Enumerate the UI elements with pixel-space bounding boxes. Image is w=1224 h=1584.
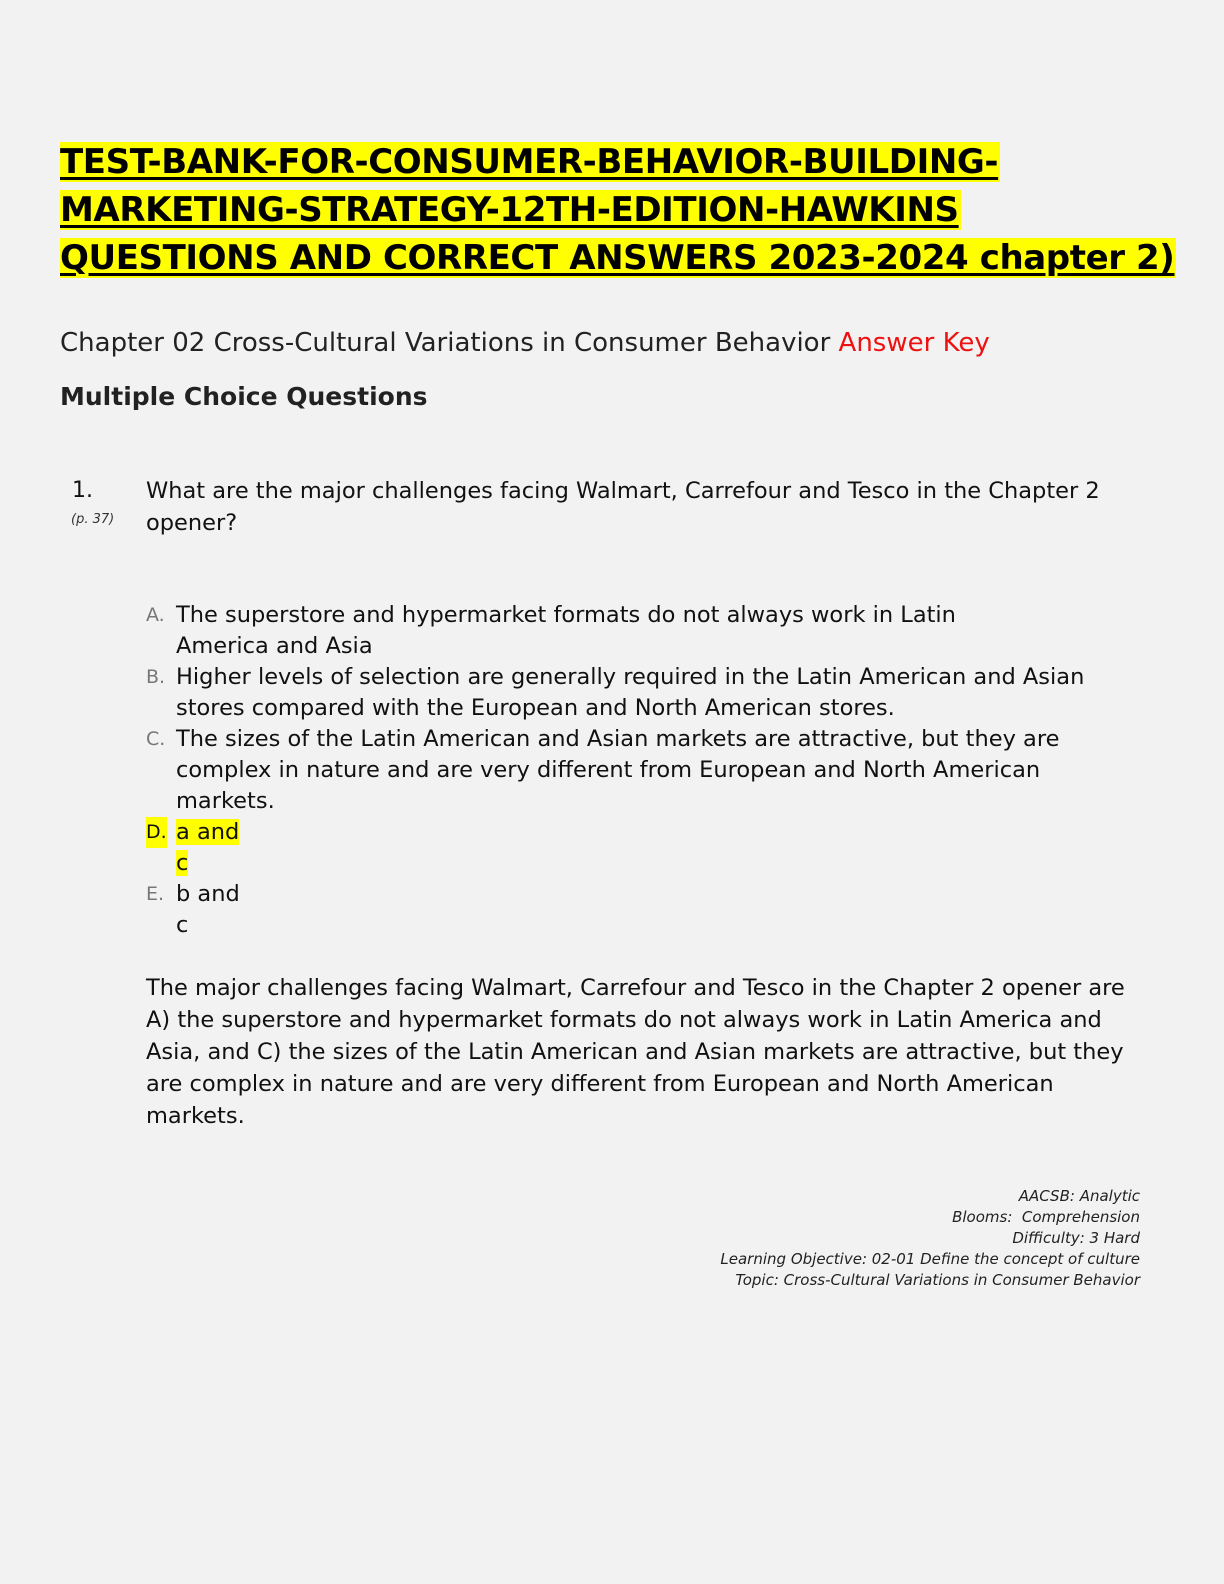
option-letter: A. <box>146 604 165 626</box>
option-e <box>146 879 1146 941</box>
question-text: What are the major challenges facing Walmart, Carrefour and Tesco in the Chapter 2 opener? <box>146 478 1100 536</box>
meta-learning-objective: Learning Objective: 02-01 Define the concept of culture <box>720 1250 1140 1268</box>
question-number: 1. <box>72 478 93 503</box>
option-letter: D. <box>146 817 167 848</box>
answer-options <box>146 600 1146 941</box>
document-title <box>60 138 1180 282</box>
answer-explanation: The major challenges facing Walmart, Carrefour and Tesco in the Chapter 2 opener are A) the superstore and hypermarket formats do not always work in Latin America and Asia, and C) the sizes of the Latin American and Asian markets are attractive, but they are complex in nature and are very different from European and North American markets. <box>146 975 1125 1129</box>
meta-difficulty: Difficulty: 3 Hard <box>1012 1229 1140 1247</box>
option-d-line-2: c <box>176 850 189 876</box>
chapter-title: Chapter 02 Cross-Cultural Variations in Consumer Behavior <box>60 328 831 358</box>
option-a-line-1: The superstore and hypermarket formats do not always work in Latin <box>176 602 956 628</box>
meta-topic: Topic: Cross-Cultural Variations in Consumer Behavior <box>735 1271 1140 1289</box>
option-c <box>146 724 1146 817</box>
option-c-line-3: markets. <box>176 788 275 814</box>
question-metadata <box>720 1186 1140 1291</box>
option-a-line-2: America and Asia <box>176 633 373 659</box>
option-c-line-2: complex in nature and are very different from European and North American <box>176 757 1041 783</box>
title-line-1: TEST-BANK-FOR-CONSUMER-BEHAVIOR-BUILDING- <box>60 142 999 182</box>
meta-blooms: Blooms: Comprehension <box>952 1208 1140 1226</box>
section-heading: Multiple Choice Questions <box>60 382 428 411</box>
meta-aacsb: AACSB: Analytic <box>1018 1187 1140 1205</box>
option-e-line-2: c <box>176 912 189 938</box>
question-page-ref: (p. 37) <box>71 512 115 527</box>
option-letter: B. <box>146 666 166 688</box>
option-d-correct <box>146 817 1146 879</box>
option-e-line-1: b and <box>176 881 240 907</box>
option-a <box>146 600 1146 662</box>
option-letter: E. <box>146 883 165 905</box>
title-line-2: MARKETING-STRATEGY-12TH-EDITION-HAWKINS <box>60 190 959 230</box>
option-b-line-2: stores compared with the European and North American stores. <box>176 695 895 721</box>
option-b-line-1: Higher levels of selection are generally required in the Latin American and Asian <box>176 664 1085 690</box>
chapter-heading <box>60 328 990 358</box>
option-b <box>146 662 1146 724</box>
option-letter: C. <box>146 728 166 750</box>
title-line-3: QUESTIONS AND CORRECT ANSWERS 2023-2024 chapter 2) <box>60 238 1175 278</box>
option-d-line-1: a and <box>176 819 240 845</box>
answer-key-label: Answer Key <box>838 328 990 358</box>
option-c-line-1: The sizes of the Latin American and Asian markets are attractive, but they are <box>176 726 1060 752</box>
